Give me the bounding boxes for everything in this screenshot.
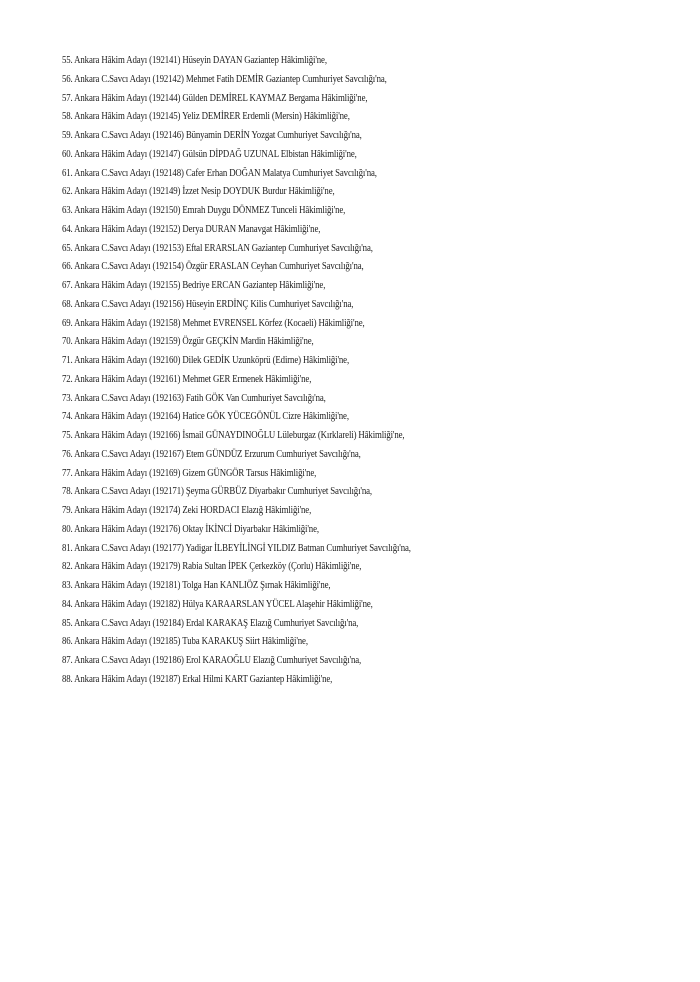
list-item: 78. Ankara C.Savcı Adayı (192171) Şeyma GÜRBÜZ Diyarbakır Cumhuriyet Savcılığı'na, [62, 486, 372, 498]
list-item: 58. Ankara Hâkim Adayı (192145) Yeliz DEMİRER Erdemli (Mersin) Hâkimliği'ne, [62, 111, 350, 123]
list-item: 84. Ankara Hâkim Adayı (192182) Hülya KARAARSLAN YÜCEL Alaşehir Hâkimliği'ne, [62, 598, 373, 610]
list-item: 82. Ankara Hâkim Adayı (192179) Rabia Sultan İPEK Çerkezköy (Çorlu) Hâkimliği'ne, [62, 561, 362, 573]
list-item: 66. Ankara C.Savcı Adayı (192154) Özgür ERASLAN Ceyhan Cumhuriyet Savcılığı'na, [62, 261, 364, 273]
list-item: 80. Ankara Hâkim Adayı (192176) Oktay İKİNCİ Diyarbakır Hâkimliği'ne, [62, 523, 319, 535]
list-item: 85. Ankara C.Savcı Adayı (192184) Erdal KARAKAŞ Elazığ Cumhuriyet Savcılığı'na, [62, 617, 359, 629]
list-item: 77. Ankara Hâkim Adayı (192169) Gizem GÜNGÖR Tarsus Hâkimliği'ne, [62, 467, 317, 479]
list-item: 55. Ankara Hâkim Adayı (192141) Hüseyin DAYAN Gaziantep Hâkimliği'ne, [62, 55, 327, 66]
list-item: 81. Ankara C.Savcı Adayı (192177) Yadigar İLBEYİLİNGİ YILDIZ Batman Cumhuriyet Savcılığı'na, [62, 542, 411, 554]
list-item: 69. Ankara Hâkim Adayı (192158) Mehmet EVRENSEL Körfez (Kocaeli) Hâkimliği'ne, [62, 317, 365, 329]
list-item: 72. Ankara Hâkim Adayı (192161) Mehmet GER Ermenek Hâkimliği'ne, [62, 373, 312, 385]
list-item: 79. Ankara Hâkim Adayı (192174) Zeki HORDACI Elazığ Hâkimliği'ne, [62, 505, 312, 516]
list-item: 61. Ankara C.Savcı Adayı (192148) Cafer Erhan DOĞAN Malatya Cumhuriyet Savcılığı'na, [62, 167, 377, 179]
list-item: 64. Ankara Hâkim Adayı (192152) Derya DURAN Manavgat Hâkimliği'ne, [62, 223, 321, 235]
list-item: 76. Ankara C.Savcı Adayı (192167) Etem GÜNDÜZ Erzurum Cumhuriyet Savcılığı'na, [62, 448, 361, 460]
list-item: 83. Ankara Hâkim Adayı (192181) Tolga Han KANLIÖZ Şırnak Hâkimliği'ne, [62, 580, 331, 591]
list-item: 60. Ankara Hâkim Adayı (192147) Gülsün DİPDAĞ UZUNAL Elbistan Hâkimliği'ne, [62, 148, 357, 160]
list-item: 73. Ankara C.Savcı Adayı (192163) Fatih GÖK Van Cumhuriyet Savcılığı'na, [62, 392, 326, 404]
list-item: 71. Ankara Hâkim Adayı (192160) Dilek GEDİK Uzunköprü (Edirne) Hâkimliği'ne, [62, 355, 350, 366]
appointment-list [62, 52, 662, 690]
list-item: 86. Ankara Hâkim Adayı (192185) Tuba KARAKUŞ Siirt Hâkimliği'ne, [62, 636, 308, 648]
list-item: 56. Ankara C.Savcı Adayı (192142) Mehmet Fatih DEMİR Gaziantep Cumhuriyet Savcılığı'na, [62, 73, 387, 85]
list-item: 59. Ankara C.Savcı Adayı (192146) Bünyamin DERİN Yozgat Cumhuriyet Savcılığı'na, [62, 130, 362, 141]
list-item: 68. Ankara C.Savcı Adayı (192156) Hüseyin ERDİNÇ Kilis Cumhuriyet Savcılığı'na, [62, 298, 354, 310]
list-item: 75. Ankara Hâkim Adayı (192166) İsmail GÜNAYDINOĞLU Lüleburgaz (Kırklareli) Hâkimliği'ne, [62, 430, 405, 441]
list-item: 63. Ankara Hâkim Adayı (192150) Emrah Duygu DÖNMEZ Tunceli Hâkimliği'ne, [62, 205, 346, 216]
list-item: 62. Ankara Hâkim Adayı (192149) İzzet Nesip DOYDUK Burdur Hâkimliği'ne, [62, 186, 335, 198]
list-item: 88. Ankara Hâkim Adayı (192187) Erkal Hilmi KART Gaziantep Hâkimliği'ne, [62, 673, 333, 685]
list-item: 74. Ankara Hâkim Adayı (192164) Hatice GÖK YÜCEGÖNÜL Cizre Hâkimliği'ne, [62, 411, 349, 423]
list-item: 65. Ankara C.Savcı Adayı (192153) Eftal ERARSLAN Gaziantep Cumhuriyet Savcılığı'na, [62, 242, 373, 254]
list-item: 67. Ankara Hâkim Adayı (192155) Bedriye ERCAN Gaziantep Hâkimliği'ne, [62, 280, 326, 291]
list-item: 87. Ankara C.Savcı Adayı (192186) Erol KARAOĞLU Elazığ Cumhuriyet Savcılığı'na, [62, 655, 362, 666]
list-item: 70. Ankara Hâkim Adayı (192159) Özgür GEÇKİN Mardin Hâkimliği'ne, [62, 336, 314, 348]
list-item: 57. Ankara Hâkim Adayı (192144) Gülden DEMİREL KAYMAZ Bergama Hâkimliği'ne, [62, 92, 368, 104]
